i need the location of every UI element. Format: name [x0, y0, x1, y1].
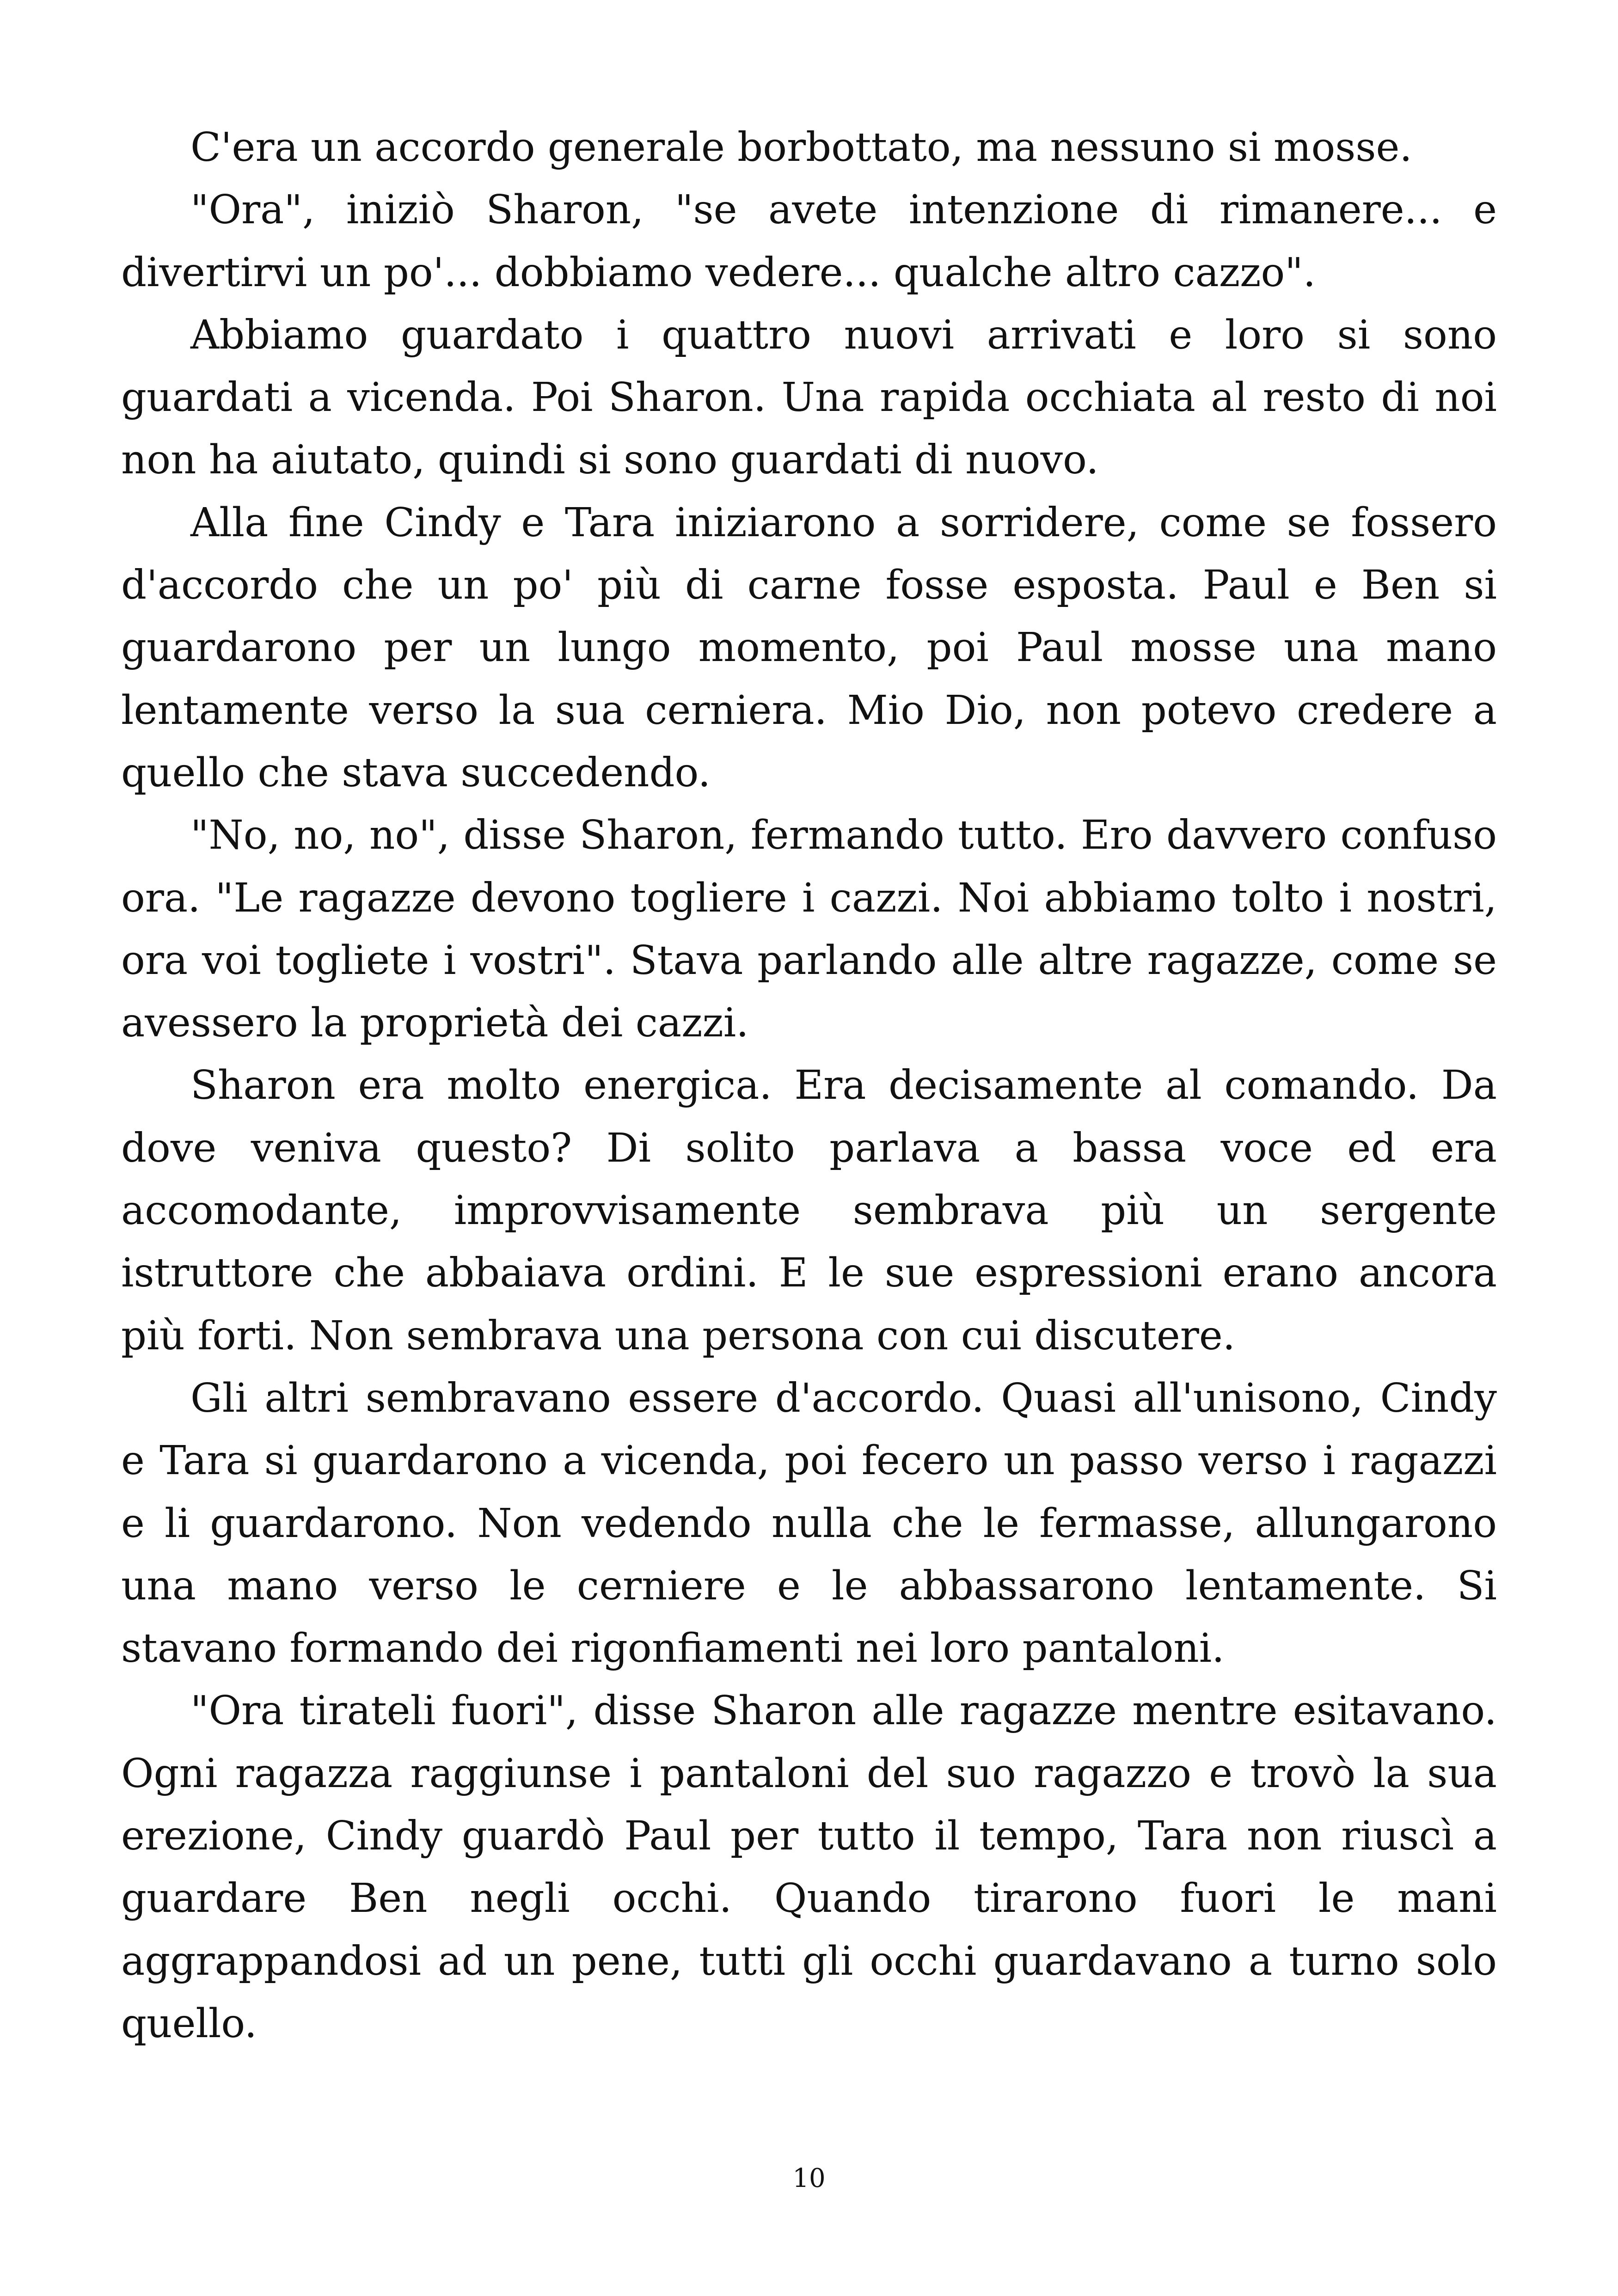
paragraph-5: "No, no, no", disse Sharon, fermando tutto. Ero davvero confuso ora. "Le ragazze devono togliere i cazzi. Noi abbiamo tolto i nostri, ora voi togliete i vostri". Stava parlando alle altre ragazze, come se avessero la proprietà dei cazzi.	[121, 812, 1497, 1047]
page-number: 10	[792, 2163, 826, 2193]
paragraph-6: Sharon era molto energica. Era decisamente al comando. Da dove veniva questo? Di solito parlava a bassa voce ed era accomodante, improvvisamente sembrava più un sergente istruttore che abbaiava ordini. E le sue espressioni erano ancora più forti. Non sembrava una persona con cui discutere.	[121, 1062, 1497, 1359]
paragraph-1: C'era un accordo generale borbottato, ma nessuno si mosse.	[190, 124, 1412, 171]
paragraph-8: "Ora tirateli fuori", disse Sharon alle ragazze mentre esitavano. Ogni ragazza raggiunse i pantaloni del suo ragazzo e trovò la sua erezione, Cindy guardò Paul per tutto il tempo, Tara non riuscì a guardare Ben negli occhi. Quando tirarono fuori le mani aggrappandosi ad un pene, tutti gli occhi guardavano a turno solo quello.	[121, 1688, 1497, 2047]
paragraph-7: Gli altri sembravano essere d'accordo. Quasi all'unisono, Cindy e Tara si guardarono a vicenda, poi fecero un passo verso i ragazzi e li guardarono. Non vedendo nulla che le fermasse, allungarono una mano verso le cerniere e le abbassarono lentamente. Si stavano formando dei rigonfiamenti nei loro pantaloni.	[121, 1375, 1497, 1672]
body-text	[121, 116, 1497, 2055]
paragraph-3: Abbiamo guardato i quattro nuovi arrivati e loro si sono guardati a vicenda. Poi Sharon. Una rapida occhiata al resto di noi non ha aiutato, quindi si sono guardati di nuovo.	[121, 312, 1497, 484]
paragraph-2: "Ora", iniziò Sharon, "se avete intenzione di rimanere... e divertirvi un po'... dobbiamo vedere... qualche altro cazzo".	[121, 187, 1497, 296]
paragraph-4: Alla fine Cindy e Tara iniziarono a sorridere, come se fossero d'accordo che un po' più di carne fosse esposta. Paul e Ben si guardarono per un lungo momento, poi Paul mosse una mano lentamente verso la sua cerniera. Mio Dio, non potevo credere a quello che stava succedendo.	[121, 499, 1497, 796]
